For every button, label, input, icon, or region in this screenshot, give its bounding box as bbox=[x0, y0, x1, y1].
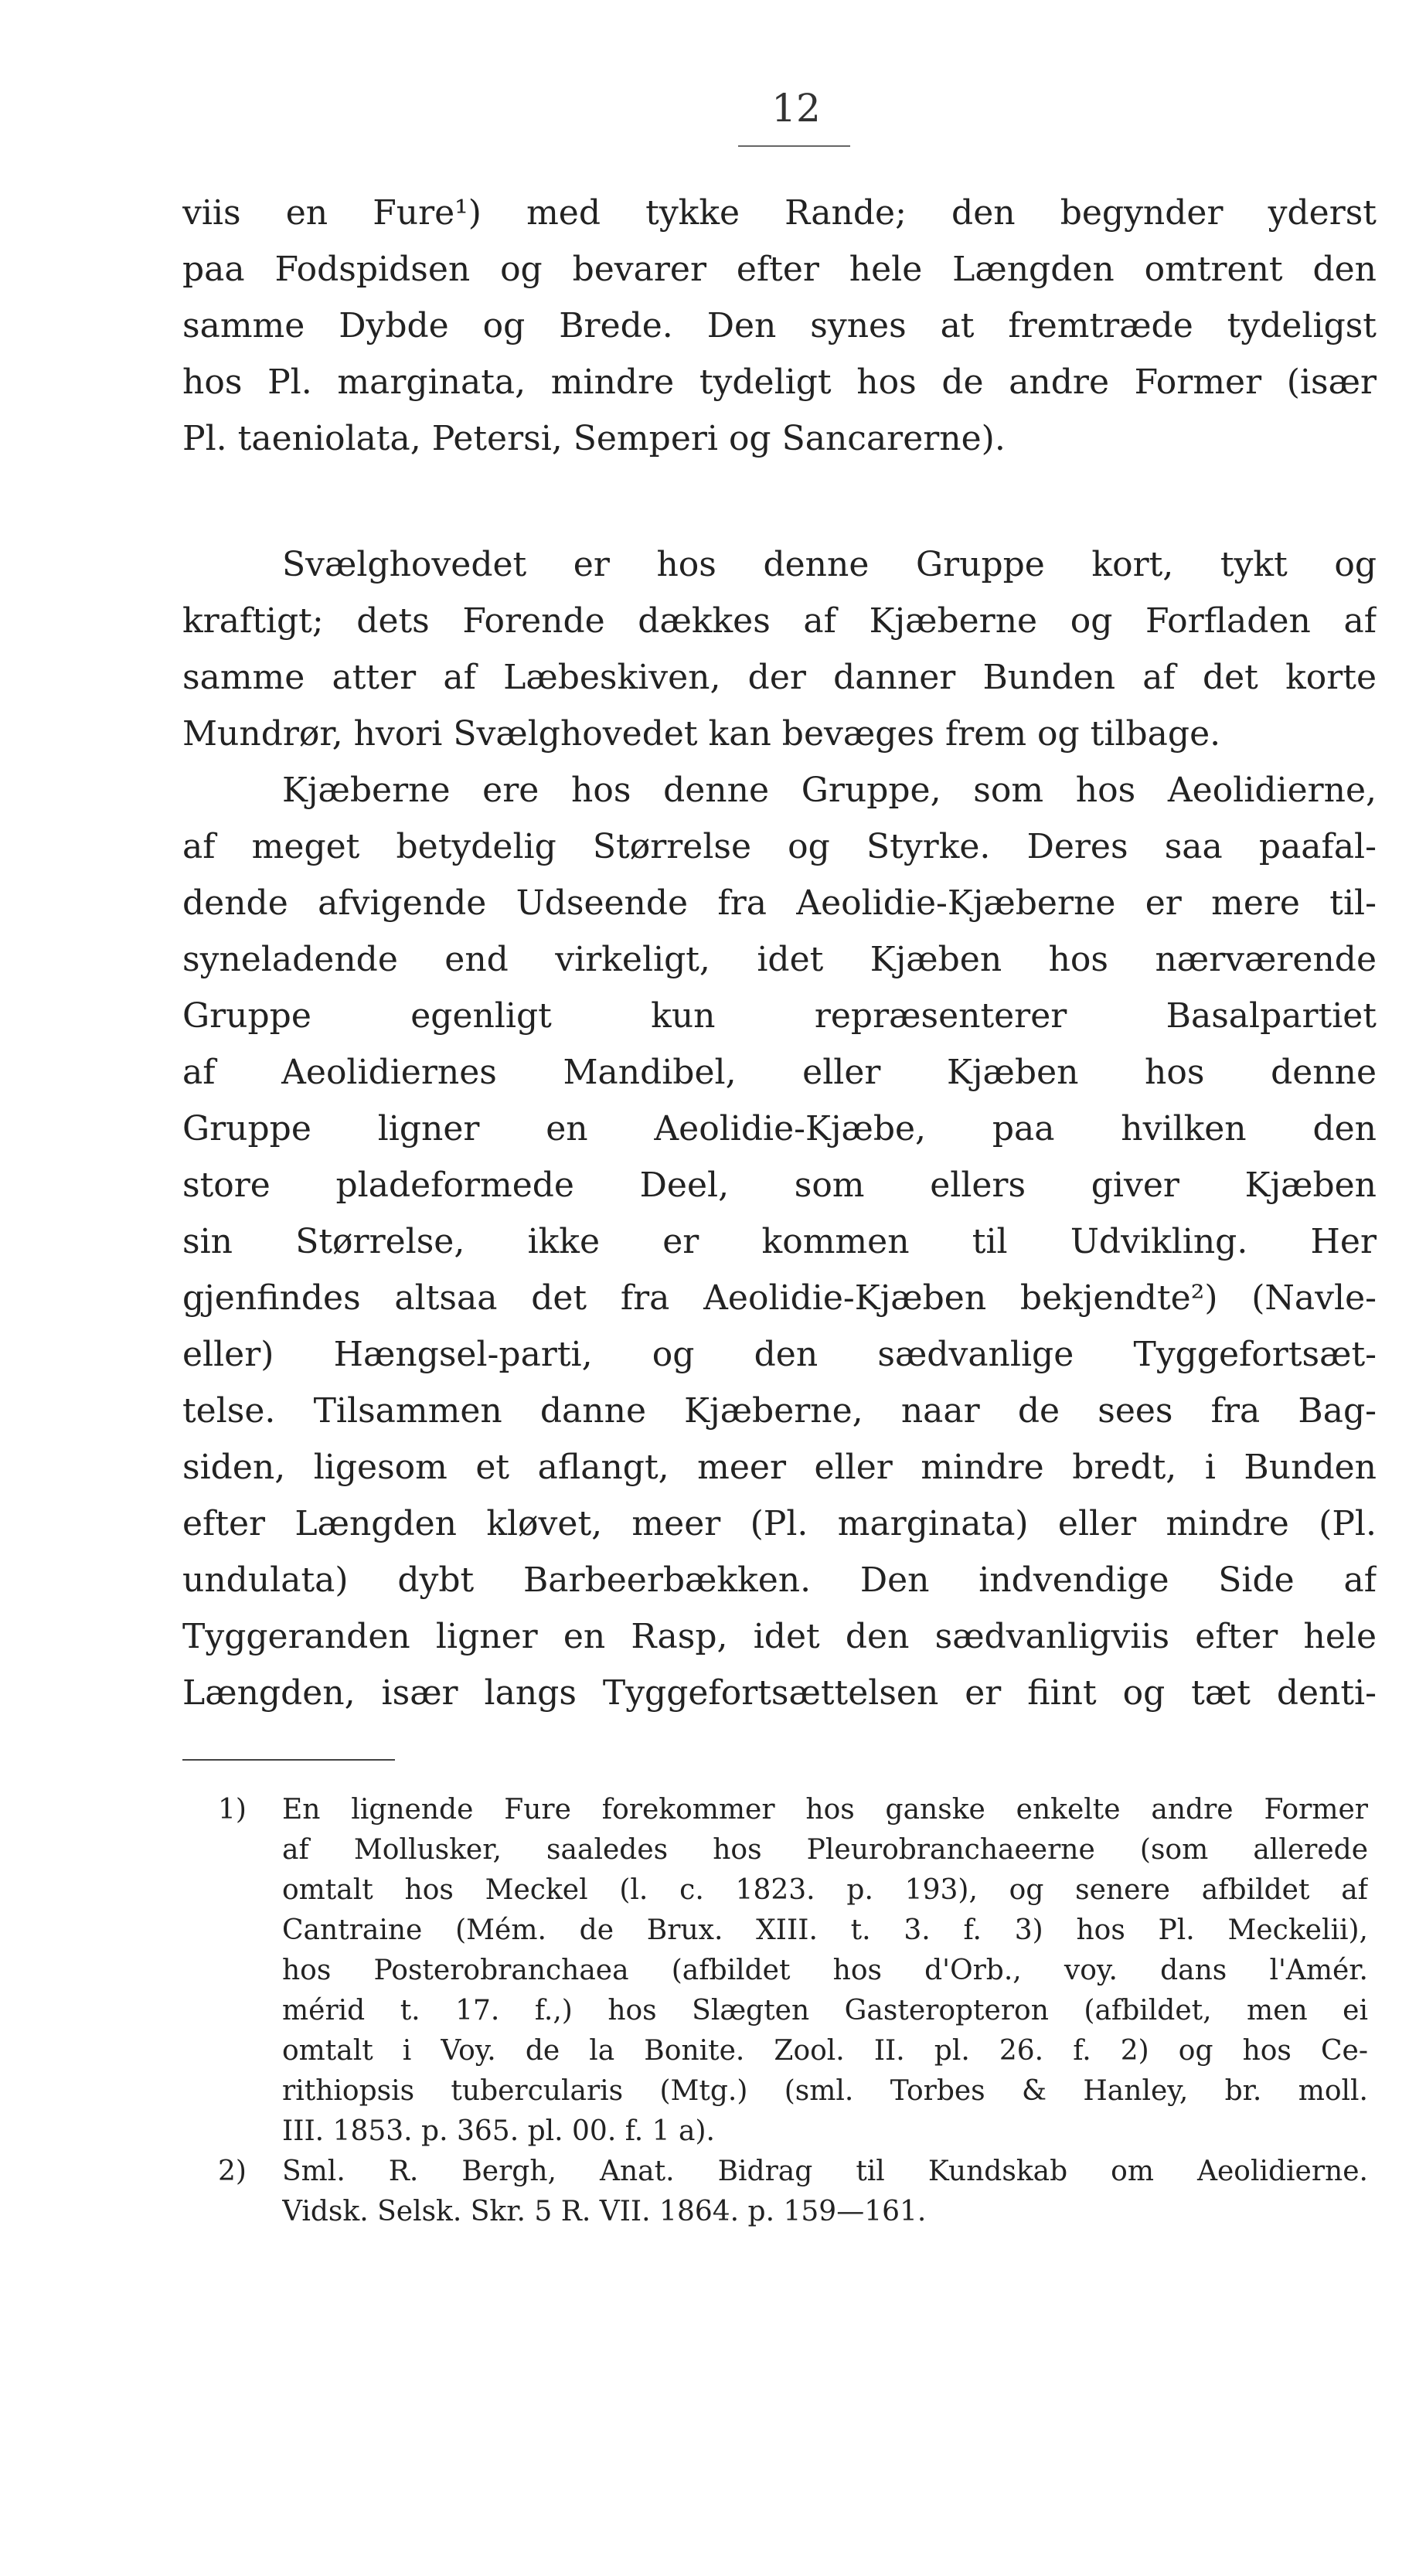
footnote-marker: 1) bbox=[218, 1794, 247, 1826]
footnote-line: Sml. R. Bergh, Anat. Bidrag til Kundskab om Aeolidierne. bbox=[282, 2156, 1368, 2187]
body-line: af meget betydelig Størrelse og Styrke. Deres saa paafal- bbox=[182, 827, 1377, 866]
body-line: Svælghovedet er hos denne Gruppe kort, tykt og bbox=[282, 545, 1377, 584]
body-line: Gruppe egenligt kun repræsenterer Basalpartiet bbox=[182, 996, 1377, 1036]
page-number: 12 bbox=[771, 86, 821, 131]
body-line: viis en Fure¹) med tykke Rande; den begynder yderst bbox=[182, 193, 1377, 233]
body-line: dende afvigende Udseende fra Aeolidie-Kjæberne er mere til- bbox=[182, 883, 1377, 923]
body-line: af Aeolidiernes Mandibel, eller Kjæben hos denne bbox=[182, 1053, 1377, 1092]
header-rule bbox=[738, 145, 850, 147]
body-line: gjenfindes altsaa det fra Aeolidie-Kjæben bekjendte²) (Navle- bbox=[182, 1278, 1377, 1318]
footnote-line: af Mollusker, saaledes hos Pleurobranchaeerne (som allerede bbox=[282, 1834, 1368, 1866]
body-line: sin Størrelse, ikke er kommen til Udvikling. Her bbox=[182, 1222, 1377, 1261]
body-line: samme Dybde og Brede. Den synes at fremtræde tydeligst bbox=[182, 306, 1377, 345]
footnote-line: III. 1853. p. 365. pl. 00. f. 1 a). bbox=[282, 2115, 715, 2147]
body-line: store pladeformede Deel, som ellers giver Kjæben bbox=[182, 1165, 1377, 1205]
body-line: Gruppe ligner en Aeolidie-Kjæbe, paa hvilken den bbox=[182, 1109, 1377, 1148]
body-line: hos Pl. marginata, mindre tydeligt hos de andre Former (især bbox=[182, 362, 1377, 402]
body-line: Tyggeranden ligner en Rasp, idet den sædvanligviis efter hele bbox=[182, 1617, 1377, 1656]
footnote-line: mérid t. 17. f.,) hos Slægten Gasteropteron (afbildet, men ei bbox=[282, 1995, 1368, 2026]
footnote-line: omtalt i Voy. de la Bonite. Zool. II. pl. 26. f. 2) og hos Ce- bbox=[282, 2035, 1368, 2067]
body-line: Længden, især langs Tyggefortsættelsen er fiint og tæt denti- bbox=[182, 1673, 1377, 1713]
footnote-line: Cantraine (Mém. de Brux. XIII. t. 3. f. 3) hos Pl. Meckelii), bbox=[282, 1914, 1368, 1946]
footnote-line: Vidsk. Selsk. Skr. 5 R. VII. 1864. p. 159—161. bbox=[282, 2196, 927, 2227]
footnote-line: En lignende Fure forekommer hos ganske enkelte andre Former bbox=[282, 1794, 1368, 1826]
body-line: Kjæberne ere hos denne Gruppe, som hos Aeolidierne, bbox=[282, 771, 1377, 810]
body-line: kraftigt; dets Forende dækkes af Kjæberne og Forfladen af bbox=[182, 601, 1377, 641]
body-line: efter Længden kløvet, meer (Pl. marginata) eller mindre (Pl. bbox=[182, 1504, 1377, 1543]
body-line: eller) Hængsel-parti, og den sædvanlige Tyggefortsæt- bbox=[182, 1335, 1377, 1374]
body-line: syneladende end virkeligt, idet Kjæben hos nærværende bbox=[182, 940, 1377, 979]
body-line: siden, ligesom et aflangt, meer eller mindre bredt, i Bunden bbox=[182, 1448, 1377, 1487]
body-line: Mundrør, hvori Svælghovedet kan bevæges frem og tilbage. bbox=[182, 714, 1221, 754]
footnote-line: hos Posterobranchaea (afbildet hos d'Orb., voy. dans l'Amér. bbox=[282, 1955, 1368, 1986]
body-line: Pl. taeniolata, Petersi, Semperi og Sancarerne). bbox=[182, 419, 1006, 458]
footnote-rule bbox=[182, 1759, 395, 1761]
body-line: telse. Tilsammen danne Kjæberne, naar de sees fra Bag- bbox=[182, 1391, 1377, 1431]
body-line: undulata) dybt Barbeerbækken. Den indvendige Side af bbox=[182, 1560, 1377, 1600]
footnote-line: omtalt hos Meckel (l. c. 1823. p. 193), og senere afbildet af bbox=[282, 1874, 1368, 1906]
footnote-line: rithiopsis tubercularis (Mtg.) (sml. Torbes & Hanley, br. moll. bbox=[282, 2075, 1368, 2107]
body-line: samme atter af Læbeskiven, der danner Bunden af det korte bbox=[182, 658, 1377, 697]
body-line: paa Fodspidsen og bevarer efter hele Længden omtrent den bbox=[182, 250, 1377, 289]
footnote-marker: 2) bbox=[218, 2156, 247, 2187]
